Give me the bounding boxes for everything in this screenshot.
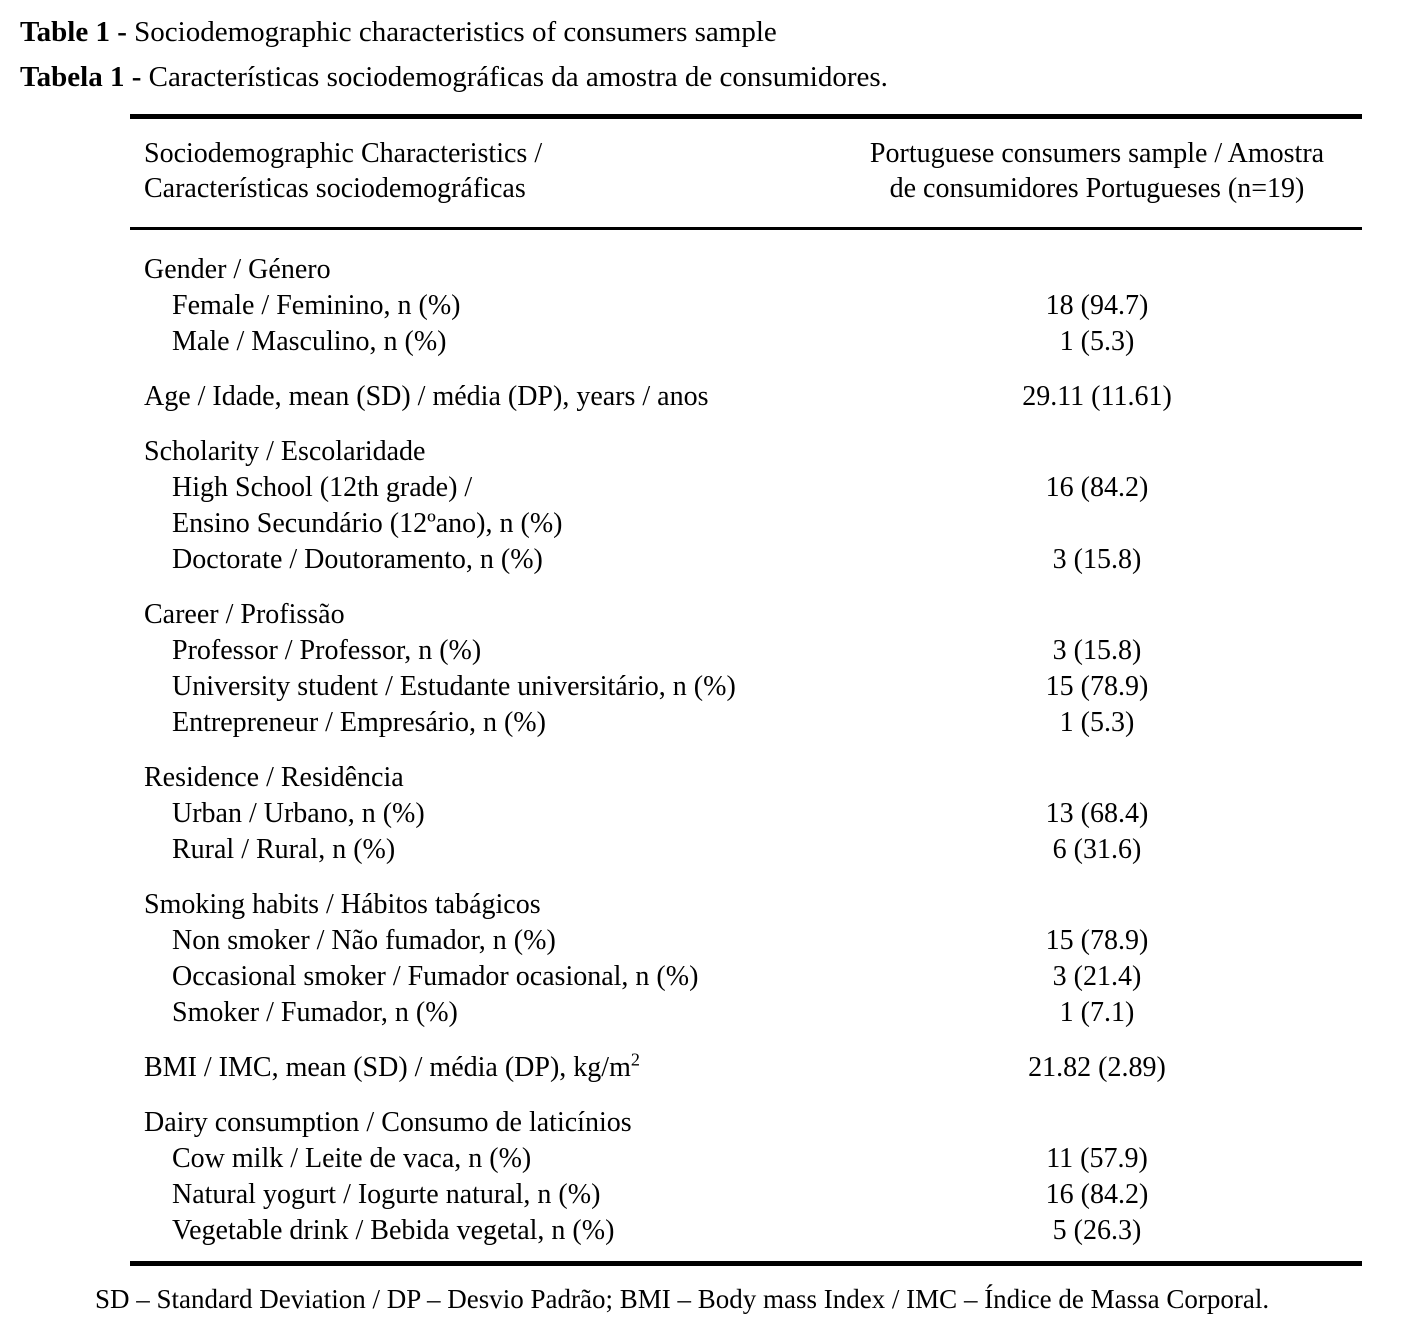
row-value: 5 (26.3): [1052, 1215, 1142, 1246]
header-col2-line1: Portuguese consumers sample / Amostra: [869, 138, 1325, 169]
table-row: [130, 542, 1362, 578]
row-value: 6 (31.6): [1052, 834, 1142, 865]
caption-text-en: Sociodemographic characteristics of consumers sample: [126, 16, 777, 48]
row-label: Female / Feminino, n (%): [172, 290, 461, 321]
row-label: Doctorate / Doutoramento, n (%): [172, 544, 543, 575]
group-heading-row: [130, 434, 1362, 470]
table-row: [130, 669, 1362, 705]
group-heading-row: [130, 597, 1362, 633]
table-group: [130, 887, 1362, 1031]
table-row: [130, 1141, 1362, 1177]
group-heading-row: [130, 887, 1362, 923]
group-heading-row: [130, 1050, 1362, 1086]
table-footnote: SD – Standard Deviation / DP – Desvio Padrão; BMI – Body mass Index / IMC – Índice de Massa Corporal.: [95, 1284, 1270, 1314]
row-value: 16 (84.2): [1045, 1179, 1149, 1210]
caption-label-pt: Tabela 1 -: [20, 61, 142, 93]
table-group: [130, 379, 1362, 415]
row-label: High School (12th grade) / Ensino Secundário (12ºano), n (%): [172, 472, 563, 539]
table-group: [130, 434, 1362, 578]
row-value: 11 (57.9): [1046, 1143, 1148, 1174]
group-heading-row: [130, 379, 1362, 415]
row-label: BMI / IMC, mean (SD) / média (DP), $kg/m^2$: [144, 1049, 640, 1083]
row-label: Natural yogurt / Iogurte natural, n (%): [172, 1179, 601, 1210]
caption-line-en: [20, 10, 1401, 55]
table-group: [130, 1050, 1362, 1086]
group-heading-row: [130, 1105, 1362, 1141]
row-label: Smoking habits / Hábitos tabágicos: [144, 889, 541, 920]
table-group: [130, 1105, 1362, 1249]
row-label: Professor / Professor, n (%): [172, 635, 482, 666]
row-label: Gender / Género: [144, 254, 331, 285]
row-value: 1 (7.1): [1059, 997, 1135, 1028]
row-value: 3 (15.8): [1052, 544, 1142, 575]
row-label: Age / Idade, mean (SD) / média (DP), years / anos: [144, 381, 709, 412]
row-label: University student / Estudante universitário, n (%): [172, 671, 736, 702]
row-value: 3 (15.8): [1052, 635, 1142, 666]
header-col1-line1: Sociodemographic Characteristics /: [144, 138, 543, 169]
row-value: 21.82 (2.89): [1028, 1052, 1166, 1083]
row-label: Male / Masculino, n (%): [172, 326, 447, 357]
table-row: [130, 959, 1362, 995]
header-characteristics-column: [130, 136, 832, 206]
caption-line-pt: [20, 55, 1401, 100]
row-label: Smoker / Fumador, n (%): [172, 997, 458, 1028]
table-row: [130, 923, 1362, 959]
table-row: [130, 995, 1362, 1031]
row-value: 1 (5.3): [1059, 326, 1135, 357]
group-heading-row: [130, 760, 1362, 796]
table-row: [130, 832, 1362, 868]
caption-label-en: Table 1 -: [20, 16, 127, 48]
caption-text-pt: Características sociodemográficas da amostra de consumidores.: [141, 61, 888, 93]
row-label: Non smoker / Não fumador, n (%): [172, 925, 556, 956]
table-group: [130, 252, 1362, 360]
row-label: Dairy consumption / Consumo de laticínios: [144, 1107, 632, 1138]
row-value: 29.11 (11.61): [1022, 381, 1172, 412]
row-value: 15 (78.9): [1045, 925, 1149, 956]
row-label: Entrepreneur / Empresário, n (%): [172, 707, 546, 738]
table-row: [130, 705, 1362, 741]
table-row: [130, 1177, 1362, 1213]
table-row: [130, 288, 1362, 324]
row-value: 15 (78.9): [1045, 671, 1149, 702]
table-caption: [20, 10, 1401, 100]
sociodemographic-table: [130, 114, 1362, 1266]
header-col2-line2: de consumidores Portugueses (n=19): [889, 173, 1305, 204]
row-label: Occasional smoker / Fumador ocasional, n (%): [172, 961, 699, 992]
row-value: 1 (5.3): [1059, 707, 1135, 738]
row-label: Urban / Urbano, n (%): [172, 798, 425, 829]
table-row: [130, 470, 1362, 542]
table-row: [130, 796, 1362, 832]
row-value: 16 (84.2): [1045, 472, 1149, 503]
header-sample-column: [832, 136, 1362, 206]
row-label: Scholarity / Escolaridade: [144, 436, 426, 467]
table-header-row: [130, 119, 1362, 230]
table-group: [130, 597, 1362, 741]
row-value: 3 (21.4): [1052, 961, 1142, 992]
row-label: Career / Profissão: [144, 599, 345, 630]
row-value: 18 (94.7): [1045, 290, 1149, 321]
table-row: [130, 324, 1362, 360]
row-label: Cow milk / Leite de vaca, n (%): [172, 1143, 532, 1174]
header-col1-line2: Características sociodemográficas: [144, 173, 526, 204]
table-body: [130, 230, 1362, 1266]
table-row: [130, 1213, 1362, 1249]
group-heading-row: [130, 252, 1362, 288]
row-label: Rural / Rural, n (%): [172, 834, 396, 865]
table-row: [130, 633, 1362, 669]
row-value: 13 (68.4): [1045, 798, 1149, 829]
table-group: [130, 760, 1362, 868]
row-label: Vegetable drink / Bebida vegetal, n (%): [172, 1215, 615, 1246]
row-label: Residence / Residência: [144, 762, 404, 793]
